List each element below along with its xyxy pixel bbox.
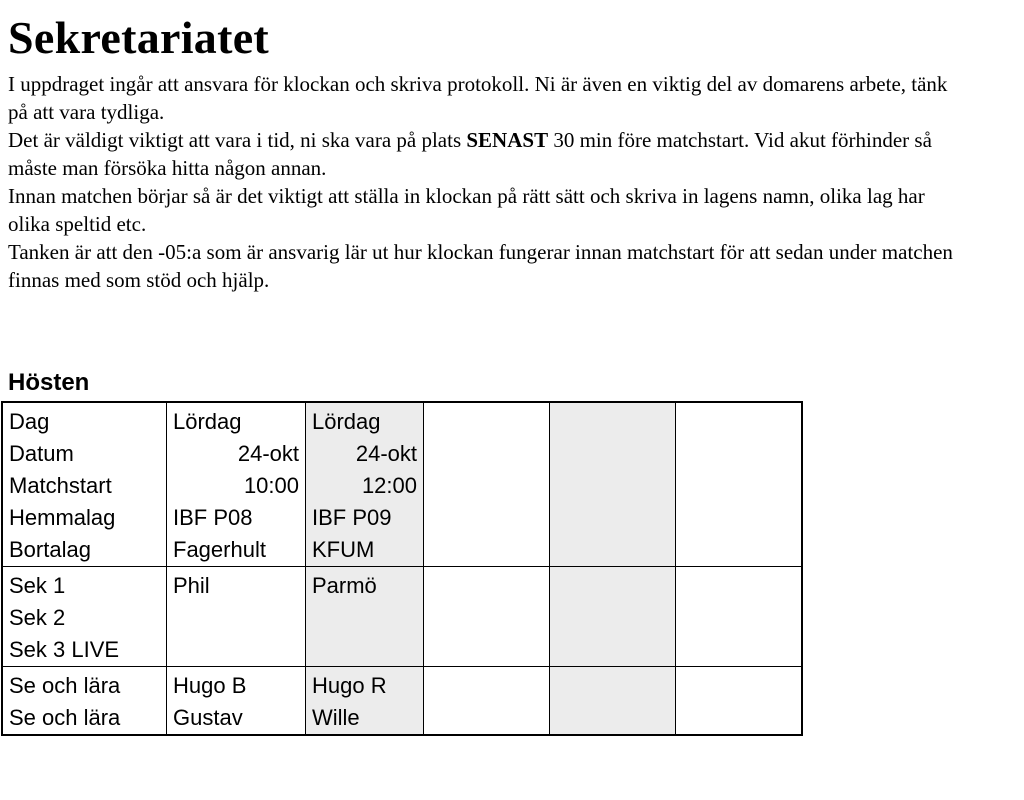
match-2-learner-2: Wille	[312, 705, 360, 730]
match-1-sek-2	[173, 602, 299, 634]
match-2-learners	[306, 667, 424, 736]
match-2-learner-1: Hugo R	[312, 673, 387, 698]
match-1-secretaries	[167, 567, 306, 667]
match-1-learners	[167, 667, 306, 736]
empty-cell	[676, 567, 803, 667]
label-sek-1: Sek 1	[9, 573, 66, 598]
secretary-row	[2, 567, 802, 667]
learner-labels	[2, 667, 167, 736]
match-info-row	[2, 402, 802, 567]
label-datum: Datum	[9, 441, 74, 466]
match-1-bortalag: Fagerhult	[173, 537, 266, 562]
match-2-datum: 24-okt	[355, 441, 417, 466]
intro-paragraph-1: I uppdraget ingår att ansvara för klockan och skriva protokoll. Ni är även en viktig del av domarens arbete, tänk på att vara tydliga.	[8, 72, 948, 124]
match-1-learner-1: Hugo B	[173, 673, 247, 698]
empty-cell	[676, 402, 803, 567]
intro-p2-end: 30 min före matchstart. Vid akut förhinder så måste man försöka hitta någon annan.	[8, 128, 932, 180]
match-2-secretaries	[306, 567, 424, 667]
match-1-sek-1: Phil	[173, 573, 210, 598]
intro-paragraph-3: Innan matchen börjar så är det viktigt att ställa in klockan på rätt sätt och skriva in lagens namn, olika lag har olika speltid etc.	[8, 184, 925, 236]
match-2-hemmalag: IBF P09	[312, 505, 392, 530]
match-2-sek-1: Parmö	[312, 573, 377, 598]
label-se-och-lara-1: Se och lära	[9, 673, 121, 698]
match-2-info	[306, 402, 424, 567]
match-1-hemmalag: IBF P08	[173, 505, 253, 530]
match-2-dag: Lördag	[312, 409, 381, 434]
schedule-table	[1, 401, 803, 736]
intro-p2-start: Det är väldigt viktigt att vara i tid, ni ska vara på plats	[8, 128, 467, 152]
label-sek-2: Sek 2	[9, 605, 66, 630]
label-matchstart: Matchstart	[9, 473, 112, 498]
empty-cell	[424, 402, 550, 567]
intro-paragraph-4: Tanken är att den -05:a som är ansvarig lär ut hur klockan fungerar innan matchstart för att sedan under matchen finnas med som stöd och hjälp.	[8, 240, 953, 292]
empty-cell	[550, 567, 676, 667]
match-2-sek-3	[312, 634, 417, 666]
empty-cell	[424, 567, 550, 667]
empty-cell	[550, 402, 676, 567]
label-dag: Dag	[9, 409, 50, 434]
page-title: Sekretariatet	[8, 12, 270, 63]
intro-paragraph-2	[8, 126, 968, 182]
match-1-datum: 24-okt	[237, 441, 299, 466]
match-1-learner-2: Gustav	[173, 705, 243, 730]
match-2-sek-2	[312, 602, 417, 634]
match-1-sek-3	[173, 634, 299, 666]
match-1-info	[167, 402, 306, 567]
learner-row	[2, 667, 802, 736]
label-se-och-lara-2: Se och lära	[9, 705, 121, 730]
match-1-matchstart: 10:00	[243, 473, 299, 498]
label-bortalag: Bortalag	[9, 537, 91, 562]
empty-cell	[424, 667, 550, 736]
label-sek-3-live: Sek 3 LIVE	[9, 637, 120, 662]
match-1-dag: Lördag	[173, 409, 242, 434]
label-hemmalag: Hemmalag	[9, 505, 116, 530]
empty-cell	[676, 667, 803, 736]
match-2-bortalag: KFUM	[312, 537, 375, 562]
secretary-labels	[2, 567, 167, 667]
section-title: Hösten	[8, 369, 90, 396]
intro-p2-emphasis: SENAST	[466, 128, 549, 152]
match-info-labels	[2, 402, 167, 567]
intro-text	[8, 70, 968, 294]
empty-cell	[550, 667, 676, 736]
match-2-matchstart: 12:00	[361, 473, 417, 498]
